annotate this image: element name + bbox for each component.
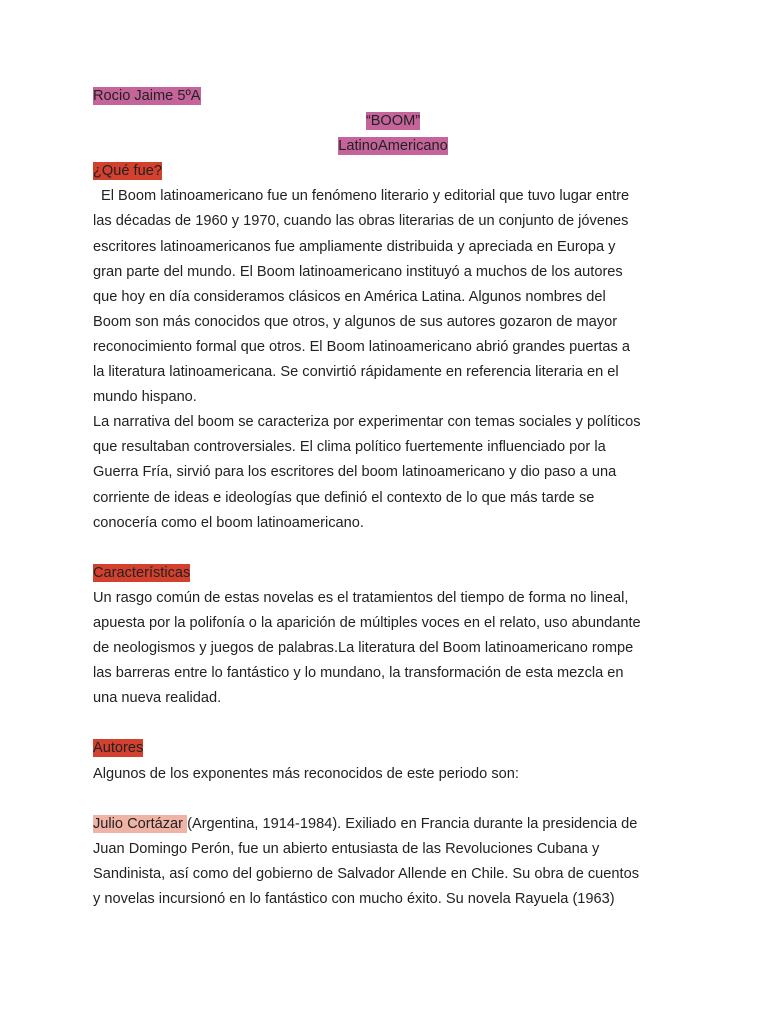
- document-title: “BOOM”: [365, 113, 421, 130]
- paragraph-line: Boom son más conocidos que otros, y algunos de sus autores gozaron de mayor: [93, 313, 618, 330]
- section-heading-que-fue: [93, 159, 693, 184]
- author-line: [93, 84, 693, 109]
- paragraph-line: la literatura latinoamericana. Se convirtió rápidamente en referencia literaria en el: [93, 364, 619, 381]
- paragraph-line: Guerra Fría, sirvió para los escritores del boom latinoamericano y dio paso a una: [93, 464, 617, 481]
- blank-line: [93, 787, 693, 812]
- paragraph-line: de neologismos y juegos de palabras.La literatura del Boom latinoamericano rompe: [93, 640, 634, 657]
- paragraph-line: una nueva realidad.: [93, 690, 222, 707]
- author-entry-line: [93, 812, 693, 837]
- paragraph-line: las barreras entre lo fantástico y lo mundano, la transformación de esta mezcla en: [93, 665, 624, 682]
- blank-line: [93, 711, 693, 736]
- paragraph-line: escritores latinoamericanos fue ampliamente distribuida y apreciada en Europa y: [93, 238, 616, 255]
- paragraph-line: mundo hispano.: [93, 389, 197, 406]
- paragraph-line: Juan Domingo Perón, fue un abierto entusiasta de las Revoluciones Cubana y: [93, 840, 600, 857]
- title-line-1: [93, 109, 693, 134]
- author-name: Rocio Jaime 5ºA: [93, 88, 201, 104]
- paragraph-line: que resultaban controversiales. El clima político fuertemente influenciado por la: [93, 439, 606, 456]
- paragraph-line: conocería como el boom latinoamericano.: [93, 514, 364, 531]
- paragraph-line: reconocimiento formal que otros. El Boom latinoamericano abrió grandes puertas a: [93, 338, 631, 355]
- paragraph-line: Un rasgo común de estas novelas es el tratamientos del tiempo de forma no lineal,: [93, 589, 629, 606]
- paragraph-line: corriente de ideas e ideologías que definió el contexto de lo que más tarde se: [93, 489, 595, 506]
- section-heading-caracteristicas: [93, 561, 693, 586]
- paragraph-line: El Boom latinoamericano fue un fenómeno literario y editorial que tuvo lugar entre: [101, 188, 630, 205]
- paragraph-line: y novelas incursionó en lo fantástico con mucho éxito. Su novela Rayuela (1963): [93, 891, 615, 907]
- section-heading-autores: [93, 736, 693, 761]
- heading-caracteristicas: Características: [93, 564, 191, 581]
- document-body: [93, 84, 693, 912]
- blank-line: [93, 536, 693, 561]
- paragraph-line: La narrativa del boom se caracteriza por experimentar con temas sociales y políticos: [93, 414, 641, 431]
- heading-autores: Autores: [93, 740, 144, 757]
- paragraph-line: que hoy en día consideramos clásicos en América Latina. Algunos nombres del: [93, 288, 606, 305]
- paragraph-line: Algunos de los exponentes más reconocidos de este periodo son:: [93, 765, 519, 782]
- title-line-2: [93, 134, 693, 159]
- paragraph-line: Sandinista, así como del gobierno de Salvador Allende en Chile. Su obra de cuentos: [93, 865, 640, 882]
- heading-que-fue: ¿Qué fue?: [93, 163, 162, 180]
- paragraph-line: las décadas de 1960 y 1970, cuando las obras literarias de un conjunto de jóvenes: [93, 213, 629, 230]
- paragraph-line: apuesta por la polifonía o la aparición de múltiples voces en el relato, uso abundante: [93, 614, 641, 631]
- paragraph-line: gran parte del mundo. El Boom latinoamericano instituyó a muchos de los autores: [93, 263, 623, 280]
- document-subtitle: LatinoAmericano: [338, 138, 448, 155]
- author-entry-text: (Argentina, 1914-1984). Exiliado en Francia durante la presidencia de: [187, 815, 638, 832]
- author-highlight-cortazar: Julio Cortázar: [93, 815, 188, 832]
